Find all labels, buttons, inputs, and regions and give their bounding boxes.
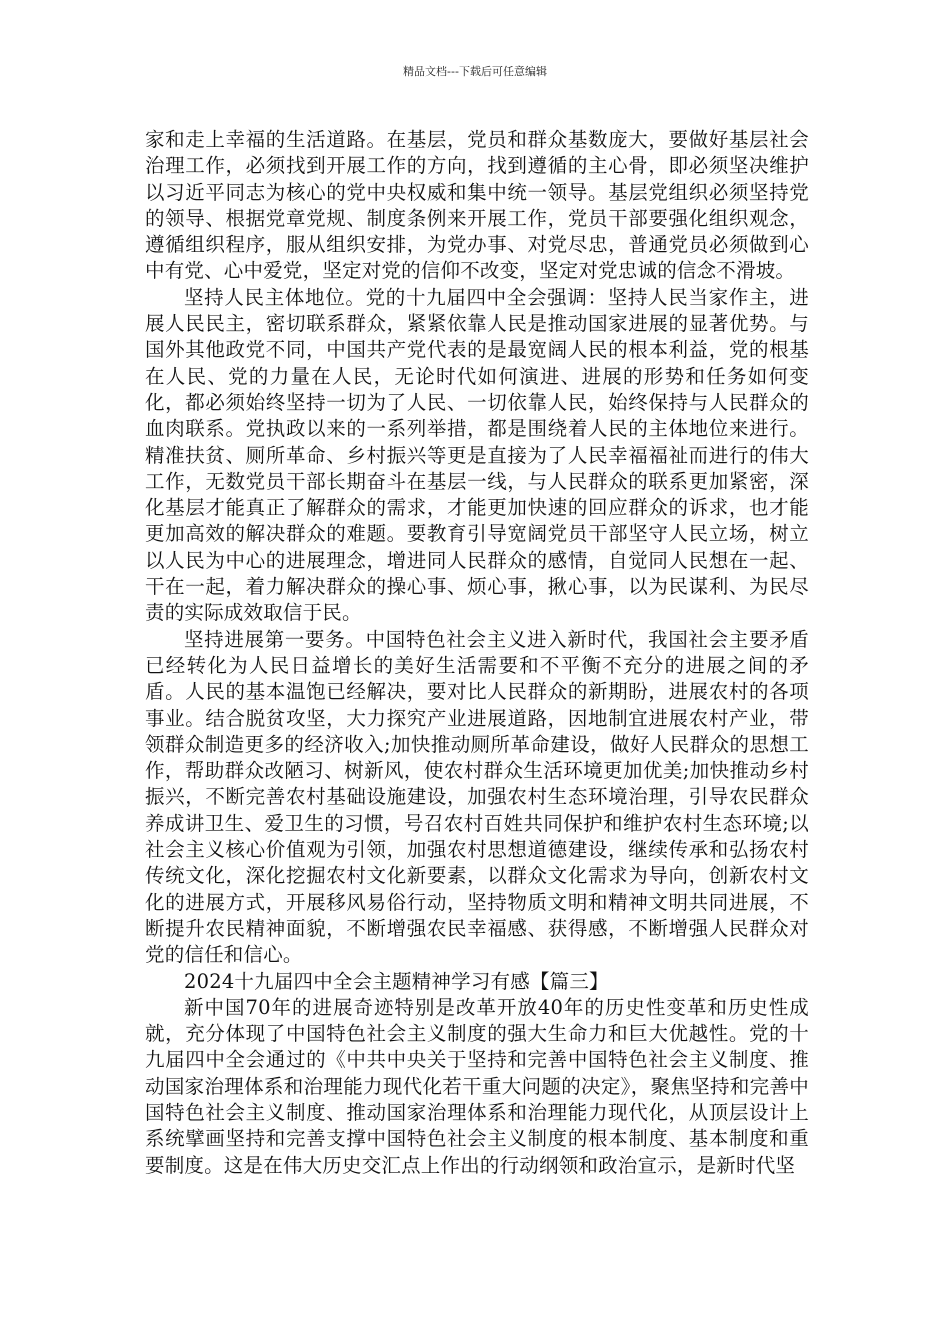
document-body: [145, 127, 809, 1179]
paragraph-people-subject: 坚持人民主体地位。党的十九届四中全会强调：坚持人民当家作主，进展人民民主，密切联系群众，紧紧依靠人民是推动国家进展的显著优势。与国外其他政党不同，中国共产党代表的是最宽阔人民的根本利益，党的根基在人民、党的力量在人民，无论时代如何演进、进展的形势和任务如何变化，都必须始终坚持一切为了人民、一切依靠人民，始终保持与人民群众的血肉联系。党执政以来的一系列举措，都是围绕着人民的主体地位来进行。精准扶贫、厕所革命、乡村振兴等更是直接为了人民幸福福祉而进行的伟大工作，无数党员干部长期奋斗在基层一线，与人民群众的联系更加紧密，深化基层才能真正了解群众的需求，才能更加快速的回应群众的诉求，也才能更加高效的解决群众的难题。要教育引导宽阔党员干部坚守人民立场，树立以人民为中心的进展理念，增进同人民群众的感情，自觉同人民想在一起、干在一起，着力解决群众的操心事、烦心事，揪心事，以为民谋利、为民尽责的实际成效取信于民。: [145, 285, 809, 625]
paragraph-development-priority: 坚持进展第一要务。中国特色社会主义进入新时代，我国社会主要矛盾已经转化为人民日益增长的美好生活需要和不平衡不充分的进展之间的矛盾。人民的基本温饱已经解决，要对比人民群众的新期盼，进展农村的各项事业。结合脱贫攻坚，大力探究产业进展道路，因地制宜进展农村产业，带领群众制造更多的经济收入;加快推动厕所革命建设，做好人民群众的思想工作，帮助群众改陋习、树新风，使农村群众生活环境更加优美;加快推动乡村振兴，不断完善农村基础设施建设，加强农村生态环境治理，引导农民群众养成讲卫生、爱卫生的习惯，号召农村百姓共同保护和维护农村生态环境;以社会主义核心价值观为引领，加强农村思想道德建设，继续传承和弘扬农村传统文化，深化挖掘农村文化新要素，以群众文化需求为导向，创新农村文化的进展方式，开展移风易俗行动，坚持物质文明和精神文明共同进展，不断提升农民精神面貌，不断增强农民幸福感、获得感，不断增强人民群众对党的信任和信心。: [145, 627, 809, 967]
section-heading: 2024十九届四中全会主题精神学习有感【篇三】: [184, 969, 609, 993]
paragraph-section-three: 新中国70年的进展奇迹特别是改革开放40年的历史性变革和历史性成就，充分体现了中国特色社会主义制度的强大生命力和巨大优越性。党的十九届四中全会通过的《中共中央关于坚持和完善中国特色社会主义制度、推动国家治理体系和治理能力现代化若干重大问题的决定》，聚焦坚持和完善中国特色社会主义制度、推动国家治理体系和治理能力现代化，从顶层设计上系统擘画坚持和完善支撑中国特色社会主义制度的根本制度、基本制度和重要制度。这是在伟大历史交汇点上作出的行动纲领和政治宣示，是新时代坚: [145, 995, 809, 1177]
page-header: 精品文档---下载后可任意编辑: [403, 65, 547, 78]
paragraph-continuation: 家和走上幸福的生活道路。在基层，党员和群众基数庞大，要做好基层社会治理工作，必须找到开展工作的方向，找到遵循的主心骨，即必须坚决维护以习近平同志为核心的党中央权威和集中统一领导。基层党组织必须坚持党的领导、根据党章党规、制度条例来开展工作，党员干部要强化组织观念，遵循组织程序，服从组织安排，为党办事、对党尽忠，普通党员必须做到心中有党、心中爱党，坚定对党的信仰不改变，坚定对党忠诚的信念不滑坡。: [145, 128, 809, 283]
